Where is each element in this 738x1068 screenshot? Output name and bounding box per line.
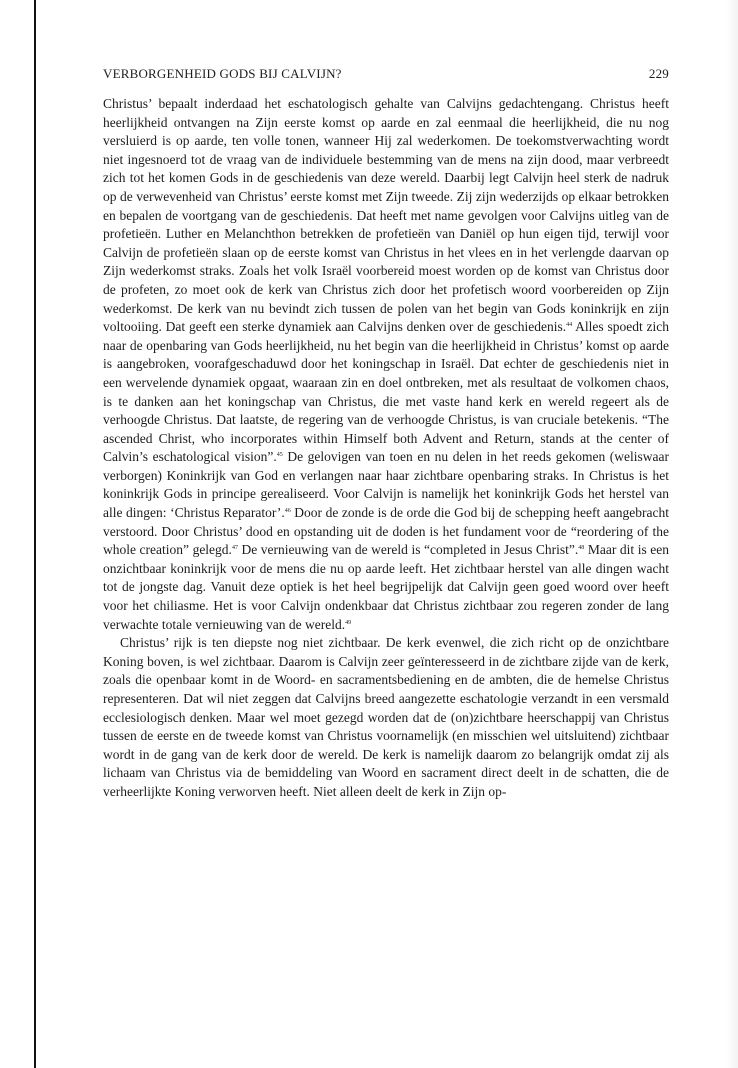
page-gutter-rule — [34, 0, 36, 1068]
text-segment: Christus’ bepaalt inderdaad het eschatologisch gehalte van Calvijns gedachtengang. Christus heeft heerlijkheid ontvangen na Zijn eerste komst op aarde en zal eenmaal die heerlijkheid, die nu nog versluierd is op aarde, ten volle tonen, wanneer Hij zal wederkomen. De toekomstverwachting wordt niet ingesnoerd tot de vraag van de individuele bestemming van de mens na zijn dood, maar verbreedt zich tot het komen Gods in de geschiedenis van deze wereld. Daarbij legt Calvijn heel sterk de nadruk op de verwevenheid van Christus’ eerste komst met Zijn tweede. Zij zijn wederzijds op elkaar betrokken en bepalen de voortgang van de geschiedenis. Dat heeft met name gevolgen voor Calvijns uitleg van de profetieën. Luther en Melanchthon betrekken de profetieën van Daniël op hun eigen tijd, terwijl voor Calvijn de profetieën slaan op de eerste komst van Christus in het vlees en in het verlengde daarvan op Zijn wederkomst straks. Zoals het volk Israël voorbereid moest worden op de komst van Christus door de profeten, zo moet ook de kerk van Christus zich door het profetisch woord voorbereiden op Zijn wederkomst. De kerk van nu bevindt zich tussen de polen van het begin van Gods koninkrijk en zijn voltooiing. Dat geeft een sterke dynamiek aan Calvijns denken over de geschiedenis. — [103, 96, 669, 335]
footnote-ref: 47 — [231, 545, 238, 552]
body-text — [103, 95, 669, 802]
paragraph-2: Christus’ rijk is ten diepste nog niet zichtbaar. De kerk evenwel, die zich richt op de onzichtbare Koning boven, is wel zichtbaar. Daarom is Calvijn zeer geïnteresseerd in de zichtbare zijde van de kerk, zoals die openbaar komt in de Woord- en sacramentsbediening en de ambten, die de hemelse Christus representeren. Dat wil niet zeggen dat Calvijns breed aangezette eschatologie verzandt in een versmald ecclesiologisch denken. Maar wel moet gezegd worden dat de (on)zichtbare heerschappij van Christus tussen de eerste en de tweede komst van Christus voornamelijk (en misschien wel uitsluitend) zichtbaar wordt in de gang van de kerk door de wereld. De kerk is namelijk daarom zo belangrijk omdat zij als lichaam van Christus via de bemiddeling van Woord en sacrament direct deelt in de schatten, die de verheerlijkte Koning verworven heeft. Niet alleen deelt de kerk in Zijn op- — [103, 635, 669, 799]
footnote-ref: 45 — [276, 452, 283, 459]
footnote-ref: 44 — [566, 322, 573, 329]
text-segment: Door de zonde is de orde die God bij de schepping heeft aangebracht verstoord. Door Christus’ dood en opstanding uit de doden is het fundament voor de “reordering of the whole creation” gelegd. — [103, 505, 670, 558]
text-segment: Maar dit is een onzichtbaar koninkrijk voor de mens die nu op aarde leeft. Het zichtbaar herstel van alle dingen wacht tot de jongste dag. Vanuit deze optiek is het heel begrijpelijk dat Calvijn geen goed woord over heeft voor het chiliasme. Het is voor Calvijn ondenkbaar dat Christus zichtbaar zou regeren zonder de lang verwachte totale vernieuwing van de wereld. — [103, 542, 669, 632]
text-segment: De gelovigen van toen en nu delen in het reeds gekomen (weliswaar verborgen) Koninkrijk van God en verlangen naar haar zichtbare openbaring straks. In Christus is het koninkrijk Gods in principe gerealiseerd. Voor Calvijn is namelijk het koninkrijk Gods het herstel van alle dingen: ‘Christus Reparator’. — [103, 449, 670, 521]
text-segment: Alles spoedt zich naar de openbaring van Gods heerlijkheid, nu het begin van die heerlijkheid in Christus’ komst op aarde is aangebroken, voorafgeschaduwd door het koningschap in Israël. Dat echter de geschiedenis niet in een wervelende dynamiek opgaat, waaraan zin en doel ontbreken, met als resultaat de volkomen chaos, is te danken aan het koningschap van Christus, die met vaste hand kerk en wereld regeert als de verhoogde Christus. Dat laatste, de regering van de verhoogde Christus, is van cruciale betekenis. “The ascended Christ, who incorporates within Himself both Advent and Return, stands at the center of Calvin’s eschatological vision”. — [103, 319, 669, 465]
footnote-ref: 49 — [345, 619, 352, 626]
text-segment: De vernieuwing van de wereld is “completed in Jesus Christ”. — [241, 542, 579, 558]
paragraph-1 — [103, 95, 669, 634]
page-edge-shadow — [726, 0, 738, 1068]
running-title: VERBORGENHEID GODS BIJ CALVIJN? — [103, 66, 342, 81]
page-number: 229 — [648, 66, 669, 81]
footnote-ref: 48 — [578, 545, 585, 552]
footnote-ref: 46 — [284, 508, 291, 515]
